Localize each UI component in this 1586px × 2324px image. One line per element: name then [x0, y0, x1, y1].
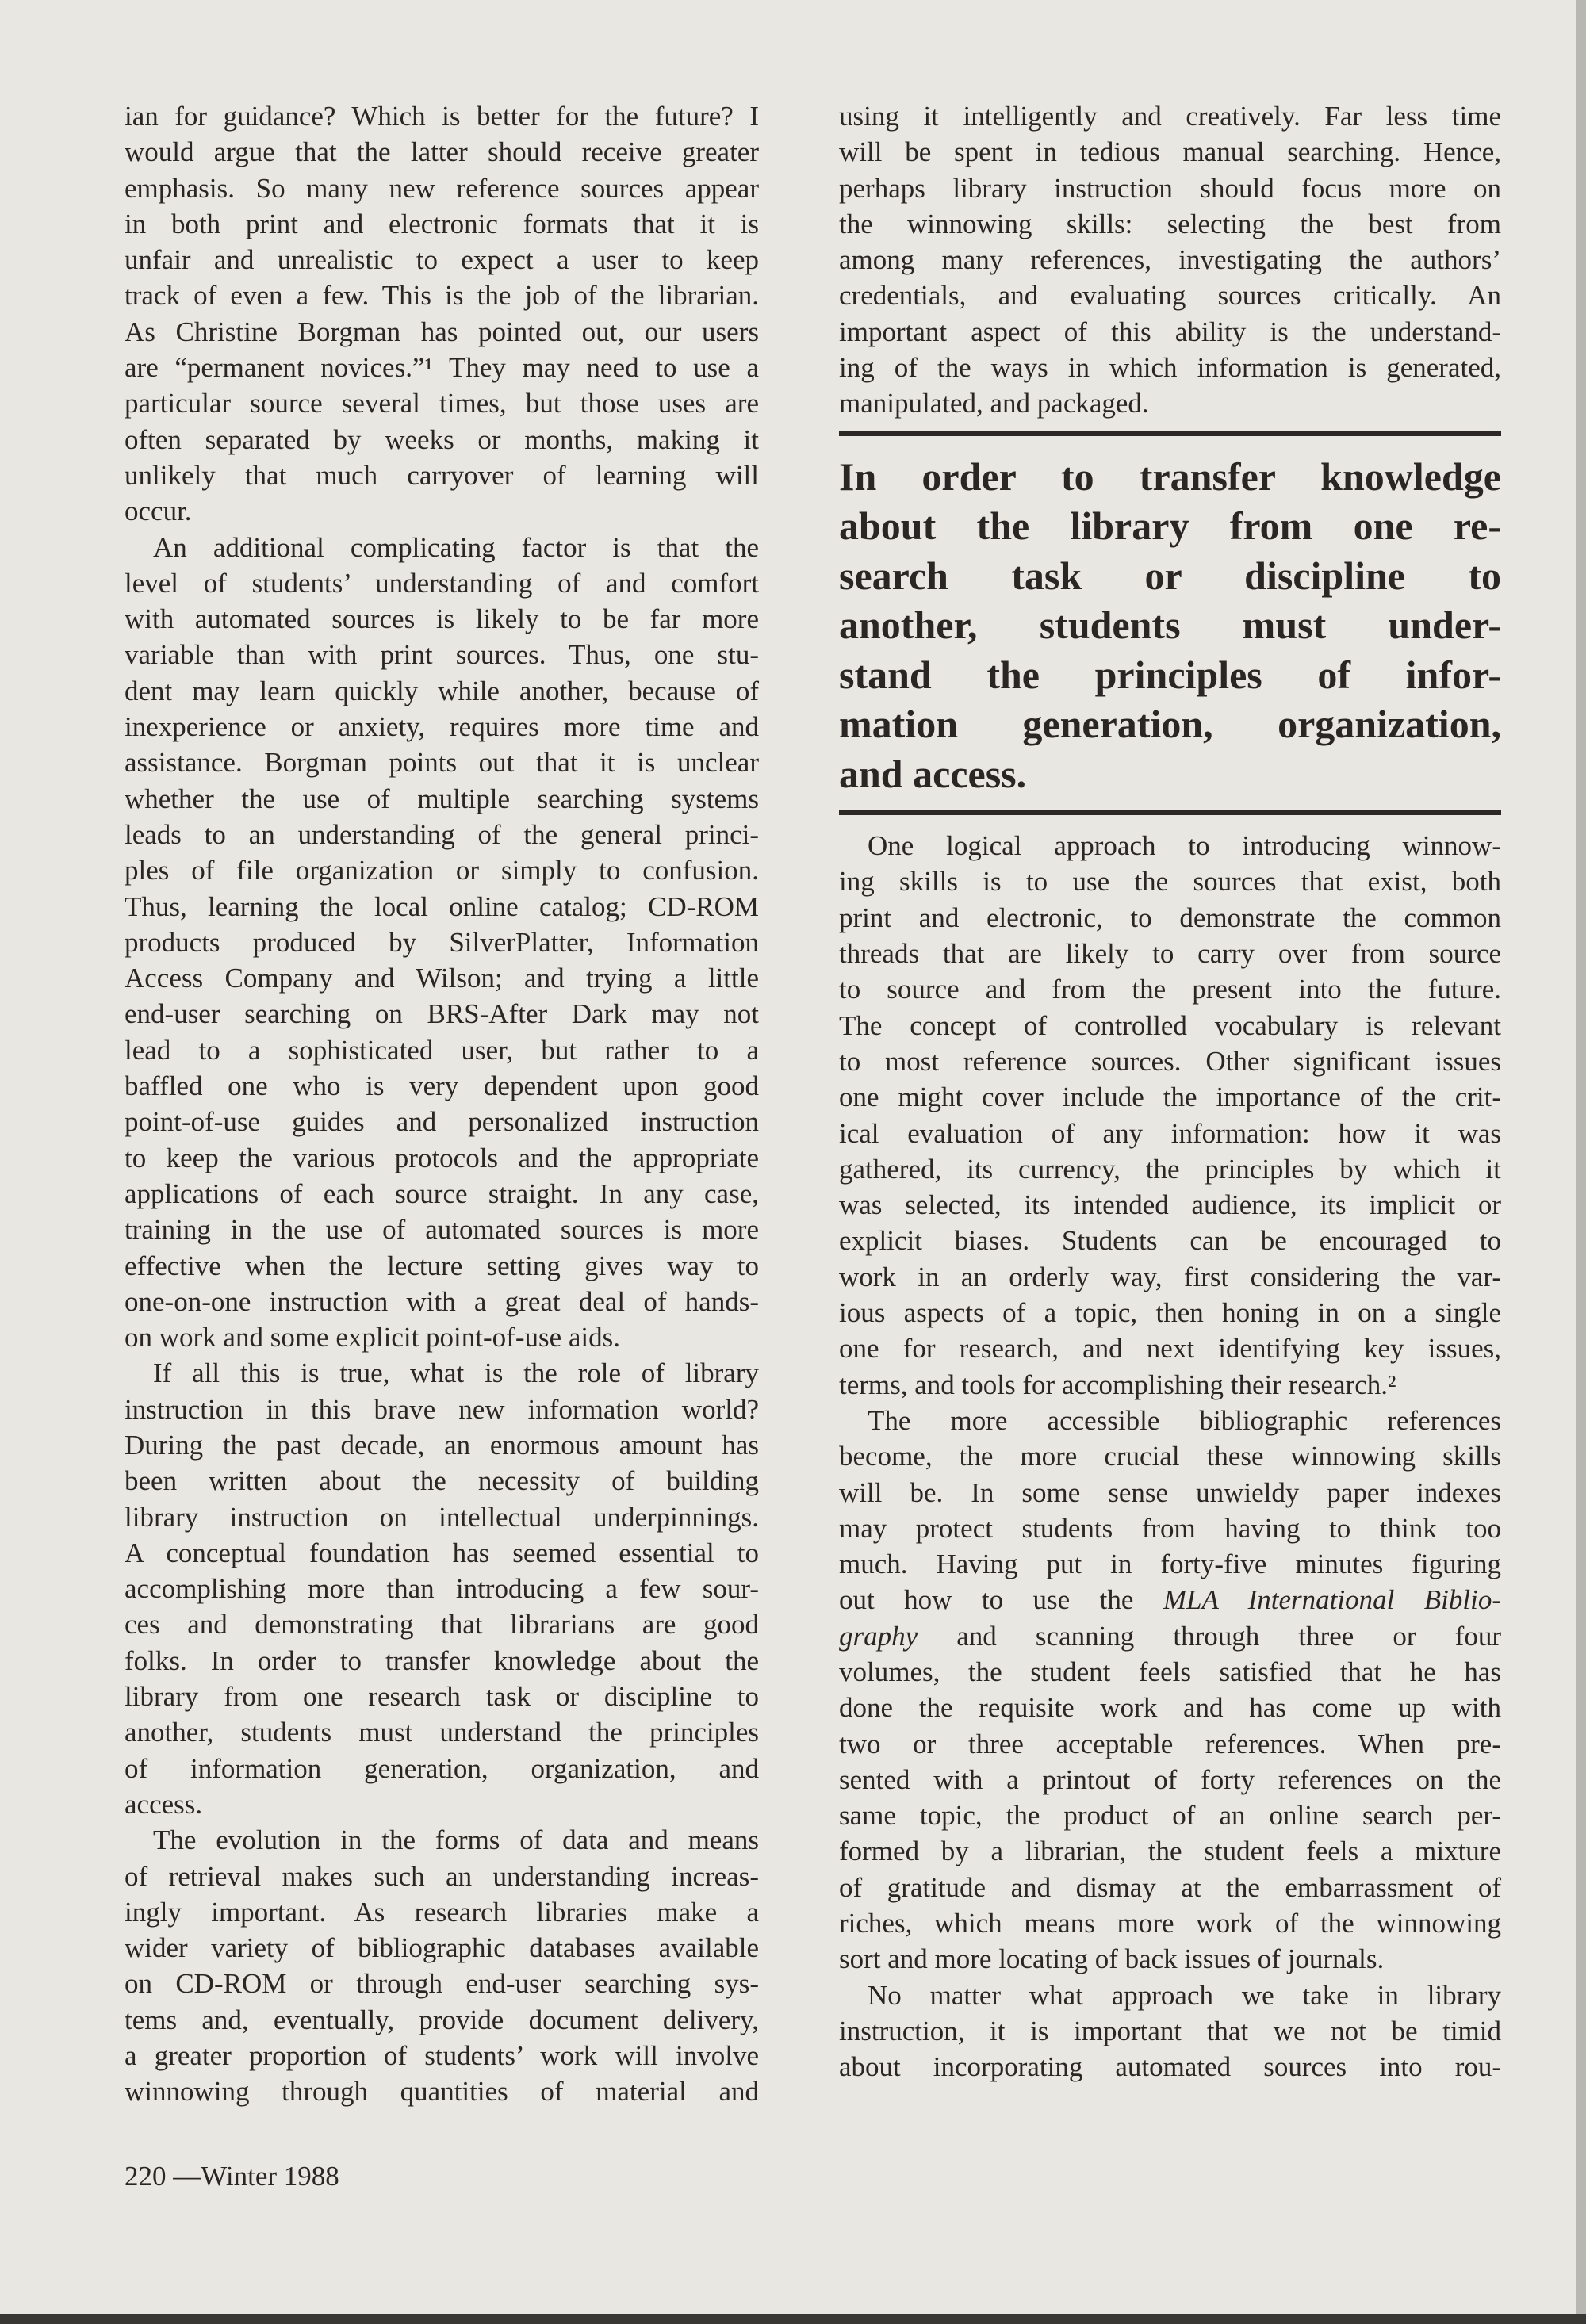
text-line: ian for guidance? Which is better for the future? I [125, 101, 759, 132]
text-segment: out how to use the [839, 1584, 1163, 1616]
text-line: on work and some explicit point-of-use aids. [125, 1322, 621, 1353]
paragraph [839, 828, 1501, 1403]
text-line: manipulated, and packaged. [839, 388, 1149, 419]
text-line: credentials, and evaluating sources critically. An [839, 280, 1501, 312]
text-line: wider variety of bibliographic databases available [125, 1932, 759, 1964]
text-line: winnowing through quantities of material and [125, 2076, 759, 2108]
text-line: instruction in this brave new information world? [125, 1393, 759, 1425]
pull-quote [839, 436, 1501, 810]
text-line: will be. In some sense unwieldy paper indexes [839, 1476, 1501, 1508]
text-line: baffled one who is very dependent upon good [125, 1070, 759, 1102]
page-footer: 220 —Winter 1988 [125, 2161, 339, 2192]
text-line: riches, which means more work of the winnowing [839, 1908, 1501, 1939]
text-line: track of even a few. This is the job of the librarian. [125, 280, 759, 312]
text-line: among many references, investigating the authors’ [839, 244, 1501, 276]
italic-title: MLA International Biblio- [1163, 1584, 1501, 1616]
text-line: ing of the ways in which information is generated, [839, 352, 1501, 384]
text-line: using it intelligently and creatively. Far less time [839, 101, 1501, 132]
text-line: in both print and electronic formats that it is [125, 208, 759, 239]
paragraph [839, 1978, 1501, 2085]
text-line: The evolution in the forms of data and means [153, 1824, 759, 1856]
text-line: A conceptual foundation has seemed essential to [125, 1537, 759, 1568]
text-line: occur. [125, 496, 192, 527]
text-line: important aspect of this ability is the understand- [839, 316, 1501, 347]
text-line: formed by a librarian, the student feels a mixture [839, 1836, 1501, 1867]
text-line: instruction, it is important that we not be timid [839, 2015, 1501, 2046]
text-line [839, 1582, 1501, 1618]
text-line: to most reference sources. Other significant issues [839, 1045, 1501, 1077]
text-line: one-on-one instruction with a great deal of hands- [125, 1285, 759, 1317]
text-line: ingly important. As research libraries make a [125, 1896, 759, 1928]
text-line: lead to a sophisticated user, but rather to a [125, 1034, 759, 1066]
text-line: The more accessible bibliographic references [868, 1404, 1501, 1436]
text-line: two or three acceptable references. When pre- [839, 1728, 1501, 1759]
text-line: leads to an understanding of the general princi- [125, 818, 759, 850]
paragraph [839, 1403, 1501, 1978]
text-line: to keep the various protocols and the appropriate [125, 1142, 759, 1173]
text-line: may protect students from having to think too [839, 1512, 1501, 1544]
text-line: of information generation, organization, and [125, 1752, 759, 1784]
text-line: access. [125, 1788, 203, 1820]
text-line: explicit biases. Students can be encouraged to [839, 1225, 1501, 1257]
text-line: threads that are likely to carry over from source [839, 938, 1501, 970]
text-line: sented with a printout of forty references on the [839, 1763, 1501, 1795]
text-line: often separated by weeks or months, making it [125, 423, 759, 455]
paragraph [125, 98, 759, 530]
text-line: ing skills is to use the sources that exist, both [839, 866, 1501, 898]
text-line: unlikely that much carryover of learning will [125, 459, 759, 491]
text-line: ces and demonstrating that librarians are good [125, 1609, 759, 1641]
text-line: much. Having put in forty-five minutes figuring [839, 1549, 1501, 1580]
left-column [125, 98, 759, 2110]
text-line: emphasis. So many new reference sources appear [125, 172, 759, 204]
text-line: One logical approach to introducing winnow- [868, 830, 1501, 862]
right-column [839, 98, 1501, 2085]
text-line: been written about the necessity of building [125, 1465, 759, 1497]
text-line: end-user searching on BRS-After Dark may not [125, 998, 759, 1030]
text-line: ples of file organization or simply to confusion. [125, 855, 759, 886]
pull-quote-line: stand the principles of infor- [839, 652, 1501, 697]
text-line: ical evaluation of any information: how it was [839, 1117, 1501, 1149]
pull-quote-line: mation generation, organization, [839, 702, 1501, 747]
text-line: would argue that the latter should receive greater [125, 136, 759, 168]
text-segment: and scanning through three or four [918, 1620, 1501, 1652]
text-line: No matter what approach we take in library [868, 1979, 1501, 2011]
text-line: During the past decade, an enormous amount has [125, 1429, 759, 1461]
pull-quote-line: and access. [839, 751, 1027, 796]
text-line: one might cover include the importance of the crit- [839, 1082, 1501, 1113]
text-line: will be spent in tedious manual searching. Hence, [839, 136, 1501, 168]
text-line: perhaps library instruction should focus more on [839, 172, 1501, 204]
text-line: on CD-ROM or through end-user searching sys- [125, 1968, 759, 2000]
left-paragraphs [125, 98, 759, 2110]
text-line: tems and, eventually, provide document delivery, [125, 2004, 759, 2035]
text-line: folks. In order to transfer knowledge about the [125, 1644, 759, 1676]
text-line: a greater proportion of students’ work will involve [125, 2040, 759, 2072]
text-line: terms, and tools for accomplishing their research.² [839, 1369, 1396, 1400]
text-line: training in the use of automated sources is more [125, 1214, 759, 1246]
text-line: about incorporating automated sources into rou- [839, 2051, 1501, 2083]
text-line: to source and from the present into the future. [839, 974, 1501, 1005]
text-line: The concept of controlled vocabulary is relevant [839, 1009, 1501, 1041]
text-line: inexperience or anxiety, requires more time and [125, 711, 759, 743]
pull-quote-line: search task or discipline to [839, 553, 1501, 598]
text-line: same topic, the product of an online search per- [839, 1800, 1501, 1832]
text-line: applications of each source straight. In any case, [125, 1177, 759, 1209]
text-line: accomplishing more than introducing a few sour- [125, 1573, 759, 1605]
page-bottom-edge [0, 2314, 1586, 2324]
text-line: If all this is true, what is the role of library [153, 1357, 759, 1389]
text-line: As Christine Borgman has pointed out, our users [125, 316, 759, 347]
paragraph [839, 98, 1501, 422]
text-line: whether the use of multiple searching systems [125, 783, 759, 814]
text-line: sort and more locating of back issues of journals. [839, 1943, 1385, 1975]
text-line: work in an orderly way, first considering the var- [839, 1261, 1501, 1292]
right-bottom-paragraphs [839, 828, 1501, 2085]
text-line: another, students must understand the principles [125, 1717, 759, 1748]
text-line: dent may learn quickly while another, because of [125, 675, 759, 706]
text-line: print and electronic, to demonstrate the common [839, 902, 1501, 933]
text-line: are “permanent novices.”¹ They may need to use a [125, 352, 759, 384]
text-line [839, 1618, 1501, 1654]
text-line: was selected, its intended audience, its implicit or [839, 1189, 1501, 1221]
text-line: particular source several times, but those uses are [125, 388, 759, 419]
pull-quote-line: about the library from one re- [839, 503, 1501, 549]
paragraph [125, 1355, 759, 1822]
page-edge-shadow [1576, 0, 1586, 2324]
pull-quote-top-rule [839, 431, 1501, 436]
paragraph [125, 530, 759, 1356]
text-line: gathered, its currency, the principles by which it [839, 1153, 1501, 1185]
text-line: of gratitude and dismay at the embarrassment of [839, 1871, 1501, 1903]
text-line: Thus, learning the local online catalog; CD-ROM [125, 890, 759, 922]
text-line: the winnowing skills: selecting the best from [839, 208, 1501, 239]
text-line: library instruction on intellectual underpinnings. [125, 1501, 759, 1533]
text-line: one for research, and next identifying key issues, [839, 1333, 1501, 1365]
text-line: variable than with print sources. Thus, one stu- [125, 639, 759, 671]
text-line: ious aspects of a topic, then honing in on a single [839, 1297, 1501, 1329]
text-line: effective when the lecture setting gives way to [125, 1250, 759, 1281]
right-top-paragraphs [839, 98, 1501, 422]
pull-quote-line: In order to transfer knowledge [839, 454, 1501, 499]
text-line: with automated sources is likely to be far more [125, 603, 759, 635]
text-line: of retrieval makes such an understanding increas- [125, 1860, 759, 1892]
text-line: library from one research task or discipline to [125, 1681, 759, 1713]
text-line: assistance. Borgman points out that it is unclear [125, 747, 759, 779]
paragraph [125, 1822, 759, 2109]
text-line: unfair and unrealistic to expect a user to keep [125, 244, 759, 276]
text-line: become, the more crucial these winnowing skills [839, 1441, 1501, 1472]
italic-title: graphy [839, 1620, 918, 1652]
text-line: done the requisite work and has come up with [839, 1692, 1501, 1724]
text-line: An additional complicating factor is that the [153, 531, 759, 563]
pull-quote-line: another, students must under- [839, 603, 1501, 648]
text-line: Access Company and Wilson; and trying a little [125, 963, 759, 994]
text-line: products produced by SilverPlatter, Information [125, 926, 759, 958]
pull-quote-bottom-rule [839, 810, 1501, 815]
text-line: point-of-use guides and personalized instruction [125, 1106, 759, 1138]
text-line: volumes, the student feels satisfied that he has [839, 1656, 1501, 1687]
text-line: level of students’ understanding of and comfort [125, 567, 759, 599]
